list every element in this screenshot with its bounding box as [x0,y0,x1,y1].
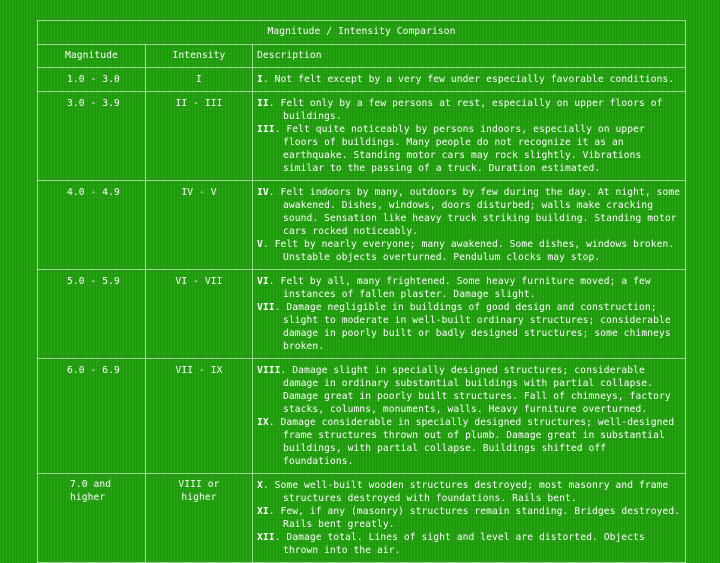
intensity-entry [257,97,682,123]
entry-text: . Damage negligible in buildings of good design and construction; slight to moderate in well-built ordinary structures; considerable damage in poorly built or badly designed structures; some chimneys broken. [274,302,671,352]
roman-numeral: IX [257,417,269,428]
header-description: Description [253,45,686,68]
intensity-entry [257,275,682,301]
description-cell [253,68,686,92]
roman-numeral: VIII [257,365,281,376]
magnitude-cell: 5.0 - 5.9 [38,270,146,359]
entry-text: . Felt quite noticeably by persons indoors, especially on upper floors of buildings. Many people do not recognize it as an earthquake. Standing motor cars may rock slightly. Vibrations similar to the passing of a truck. Duration estimated. [274,124,645,174]
roman-numeral: III [257,124,275,135]
intensity-entry [257,531,682,557]
roman-numeral: IV [257,187,269,198]
description-cell [253,359,686,474]
intensity-entry [257,364,682,416]
magnitude-cell: 1.0 - 3.0 [38,68,146,92]
description-cell [253,270,686,359]
table-row [38,474,686,563]
roman-numeral: I [257,74,263,85]
description-cell [253,92,686,181]
intensity-entry [257,479,682,505]
intensity-entry [257,73,682,86]
intensity-cell: IV - V [146,181,253,270]
entry-text: . Felt indoors by many, outdoors by few during the day. At night, some awakened. Dishes, windows, doors disturbed; walls make cracking sound. Sensation like heavy truck striking building. Standing motor cars rocked noticeably. [268,187,681,237]
entry-text: . Few, if any (masonry) structures remain standing. Bridges destroyed. Rails bent greatly. [268,506,681,530]
intensity-cell: VII - IX [146,359,253,474]
table-body [38,21,686,563]
roman-numeral: XII [257,532,275,543]
magnitude-cell: 4.0 - 4.9 [38,181,146,270]
intensity-cell: VIII or higher [146,474,253,563]
entry-text: . Damage total. Lines of sight and level are distorted. Objects thrown into the air. [274,532,645,556]
entry-text: . Damage slight in specially designed structures; considerable damage in ordinary substantial buildings with partial collapse. Damage great in poorly built structures. Fall of chimneys, factory stacks, columns, monuments, walls. Heavy furniture overturned. [280,365,671,415]
intensity-entry [257,505,682,531]
table-row [38,270,686,359]
intensity-entry [257,186,682,238]
intensity-entry [257,238,682,264]
table-row [38,92,686,181]
magnitude-cell: 3.0 - 3.9 [38,92,146,181]
description-cell [253,181,686,270]
header-row [38,45,686,68]
roman-numeral: VII [257,302,275,313]
title-row [38,21,686,45]
table-row [38,359,686,474]
header-intensity: Intensity [146,45,253,68]
entry-text: . Felt by all, many frightened. Some heavy furniture moved; a few instances of fallen plaster. Damage slight. [268,276,651,300]
roman-numeral: V [257,239,263,250]
description-cell [253,474,686,563]
intensity-entry [257,123,682,175]
header-magnitude: Magnitude [38,45,146,68]
magnitude-cell: 6.0 - 6.9 [38,359,146,474]
roman-numeral: VI [257,276,269,287]
table-row [38,181,686,270]
entry-text: . Not felt except by a very few under especially favorable conditions. [262,74,675,85]
intensity-cell: VI - VII [146,270,253,359]
table-row [38,68,686,92]
roman-numeral: XI [257,506,269,517]
entry-text: . Damage considerable in specially designed structures; well-designed frame structures thrown out of plumb. Damage great in substantial buildings, with partial collapse. Buildings shifted off foundations. [268,417,675,467]
magnitude-cell: 7.0 and higher [38,474,146,563]
entry-text: . Felt by nearly everyone; many awakened. Some dishes, windows broken. Unstable objects overturned. Pendulum clocks may stop. [262,239,675,263]
table-title: Magnitude / Intensity Comparison [38,21,686,45]
roman-numeral: X [257,480,263,491]
entry-text: . Some well-built wooden structures destroyed; most masonry and frame structures destroyed with foundations. Rails bent. [262,480,669,504]
comparison-table [37,20,686,563]
roman-numeral: II [257,98,269,109]
entry-text: . Felt only by a few persons at rest, especially on upper floors of buildings. [268,98,663,122]
intensity-entry [257,416,682,468]
intensity-entry [257,301,682,353]
intensity-cell: II - III [146,92,253,181]
intensity-cell: I [146,68,253,92]
